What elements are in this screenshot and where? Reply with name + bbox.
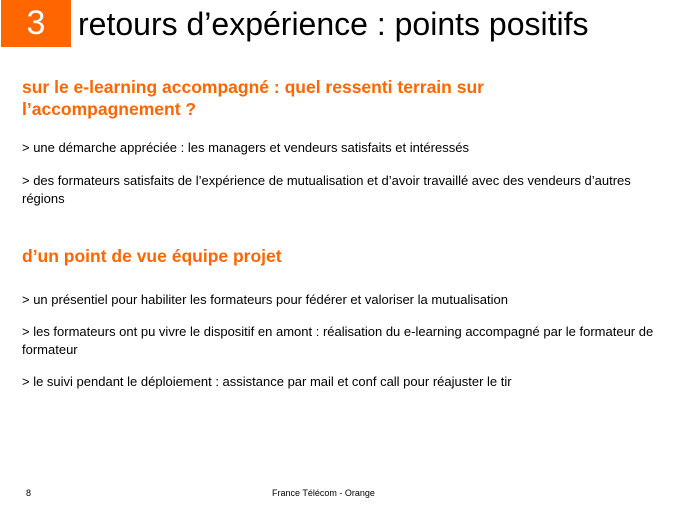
footer-page-number: 8	[26, 488, 32, 498]
section-heading-e-learning: sur le e-learning accompagné : quel ressenti terrain sur l’accompagnement ?	[22, 77, 484, 119]
bullet-item: > une démarche appréciée : les managers et vendeurs satisfaits et intéressés	[22, 140, 469, 155]
footer-organization: France Télécom - Orange	[272, 488, 375, 498]
slide-number-badge: 3	[1, 0, 71, 47]
bullet-item: > un présentiel pour habiliter les formateurs pour fédérer et valoriser la mutualisation	[22, 292, 508, 307]
bullet-item: > des formateurs satisfaits de l’expérience de mutualisation et d’avoir travaillé avec des vendeurs d’autres régions	[22, 173, 631, 206]
bullet-item: > le suivi pendant le déploiement : assistance par mail et conf call pour réajuster le tir	[22, 374, 512, 389]
slide-title: retours d’expérience : points positifs	[78, 6, 589, 42]
bullet-item: > les formateurs ont pu vivre le dispositif en amont : réalisation du e-learning accompagné par le formateur de formateur	[22, 324, 654, 357]
section-heading-equipe-projet: d’un point de vue équipe projet	[22, 246, 282, 266]
